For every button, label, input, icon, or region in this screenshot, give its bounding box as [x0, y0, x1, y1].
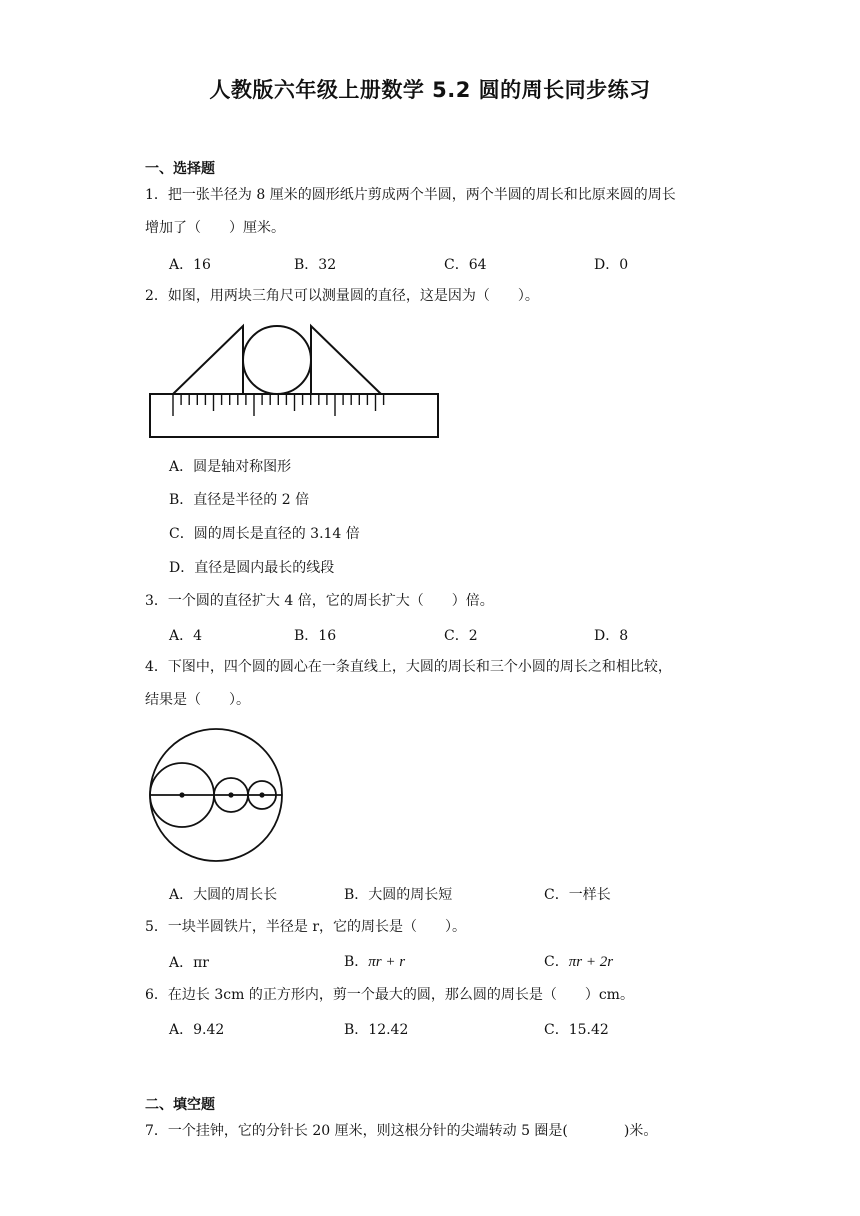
- ruler-triangles-figure: [145, 318, 445, 443]
- q3-option-d[interactable]: D．8: [594, 628, 629, 644]
- q1-option-c[interactable]: C．64: [444, 257, 487, 273]
- question-1-line-1: 1．把一张半径为 8 厘米的圆形纸片剪成两个半圆，两个半圆的周长和比原来圆的周长: [145, 187, 676, 203]
- q5-option-b-formula: πr + r: [368, 954, 406, 970]
- q4-option-a[interactable]: A．大圆的周长长: [169, 887, 278, 903]
- q3-option-c[interactable]: C．2: [444, 628, 478, 644]
- question-7-text: 7．一个挂钟，它的分针长 20 厘米，则这根分针的尖端转动 5 圈是( )米。: [145, 1123, 658, 1139]
- q5-option-c[interactable]: [544, 951, 613, 971]
- q2-option-b[interactable]: B．直径是半径的 2 倍: [169, 492, 310, 508]
- question-4-line-1: 4．下图中，四个圆的圆心在一条直线上，大圆的周长和三个小圆的周长之和相比较，: [145, 659, 672, 675]
- section-heading-choice: 一、选择题: [145, 161, 215, 177]
- question-4-line-2: 结果是（ ）。: [145, 692, 250, 708]
- q1-option-b[interactable]: B．32: [294, 257, 337, 273]
- page-title: 人教版六年级上册数学 5.2 圆的周长同步练习: [209, 78, 651, 102]
- q5-option-b-label: B．: [344, 954, 369, 970]
- center-dot-2: [228, 792, 233, 797]
- q3-option-a[interactable]: A．4: [169, 628, 203, 644]
- question-5-text: 5．一块半圆铁片，半径是 r，它的周长是（ ）。: [145, 919, 467, 935]
- circles-figure: [145, 727, 290, 867]
- question-6-text: 6．在边长 3cm 的正方形内，剪一个最大的圆，那么圆的周长是（ ）cm。: [145, 987, 634, 1003]
- q6-option-c[interactable]: C．15.42: [544, 1022, 609, 1038]
- q6-option-b[interactable]: B．12.42: [344, 1022, 409, 1038]
- q5-option-a[interactable]: A．πr: [169, 955, 210, 971]
- q5-option-c-label: C．: [544, 954, 569, 970]
- right-set-square: [311, 326, 381, 394]
- q2-option-d[interactable]: D．直径是圆内最长的线段: [169, 560, 335, 576]
- center-dot-3: [259, 792, 264, 797]
- q3-option-b[interactable]: B．16: [294, 628, 337, 644]
- section-heading-fill: 二、填空题: [145, 1097, 215, 1113]
- q5-option-b[interactable]: [344, 951, 405, 971]
- center-dot-1: [179, 792, 184, 797]
- measured-circle: [243, 326, 311, 394]
- q5-option-c-formula: πr + 2r: [568, 954, 614, 970]
- ruler-ticks: [173, 394, 384, 416]
- q1-option-a[interactable]: A．16: [169, 257, 211, 273]
- q2-option-c[interactable]: C．圆的周长是直径的 3.14 倍: [169, 526, 360, 542]
- q2-option-a[interactable]: A．圆是轴对称图形: [169, 459, 292, 475]
- q4-option-c[interactable]: C．一样长: [544, 887, 611, 903]
- question-2-text: 2．如图，用两块三角尺可以测量圆的直径，这是因为（ ）。: [145, 288, 539, 304]
- q1-option-d[interactable]: D．0: [594, 257, 629, 273]
- left-set-square: [173, 326, 243, 394]
- q6-option-a[interactable]: A．9.42: [169, 1022, 225, 1038]
- question-3-text: 3．一个圆的直径扩大 4 倍，它的周长扩大（ ）倍。: [145, 593, 494, 609]
- q4-option-b[interactable]: B．大圆的周长短: [344, 887, 453, 903]
- question-1-line-2: 增加了（ ）厘米。: [145, 220, 285, 236]
